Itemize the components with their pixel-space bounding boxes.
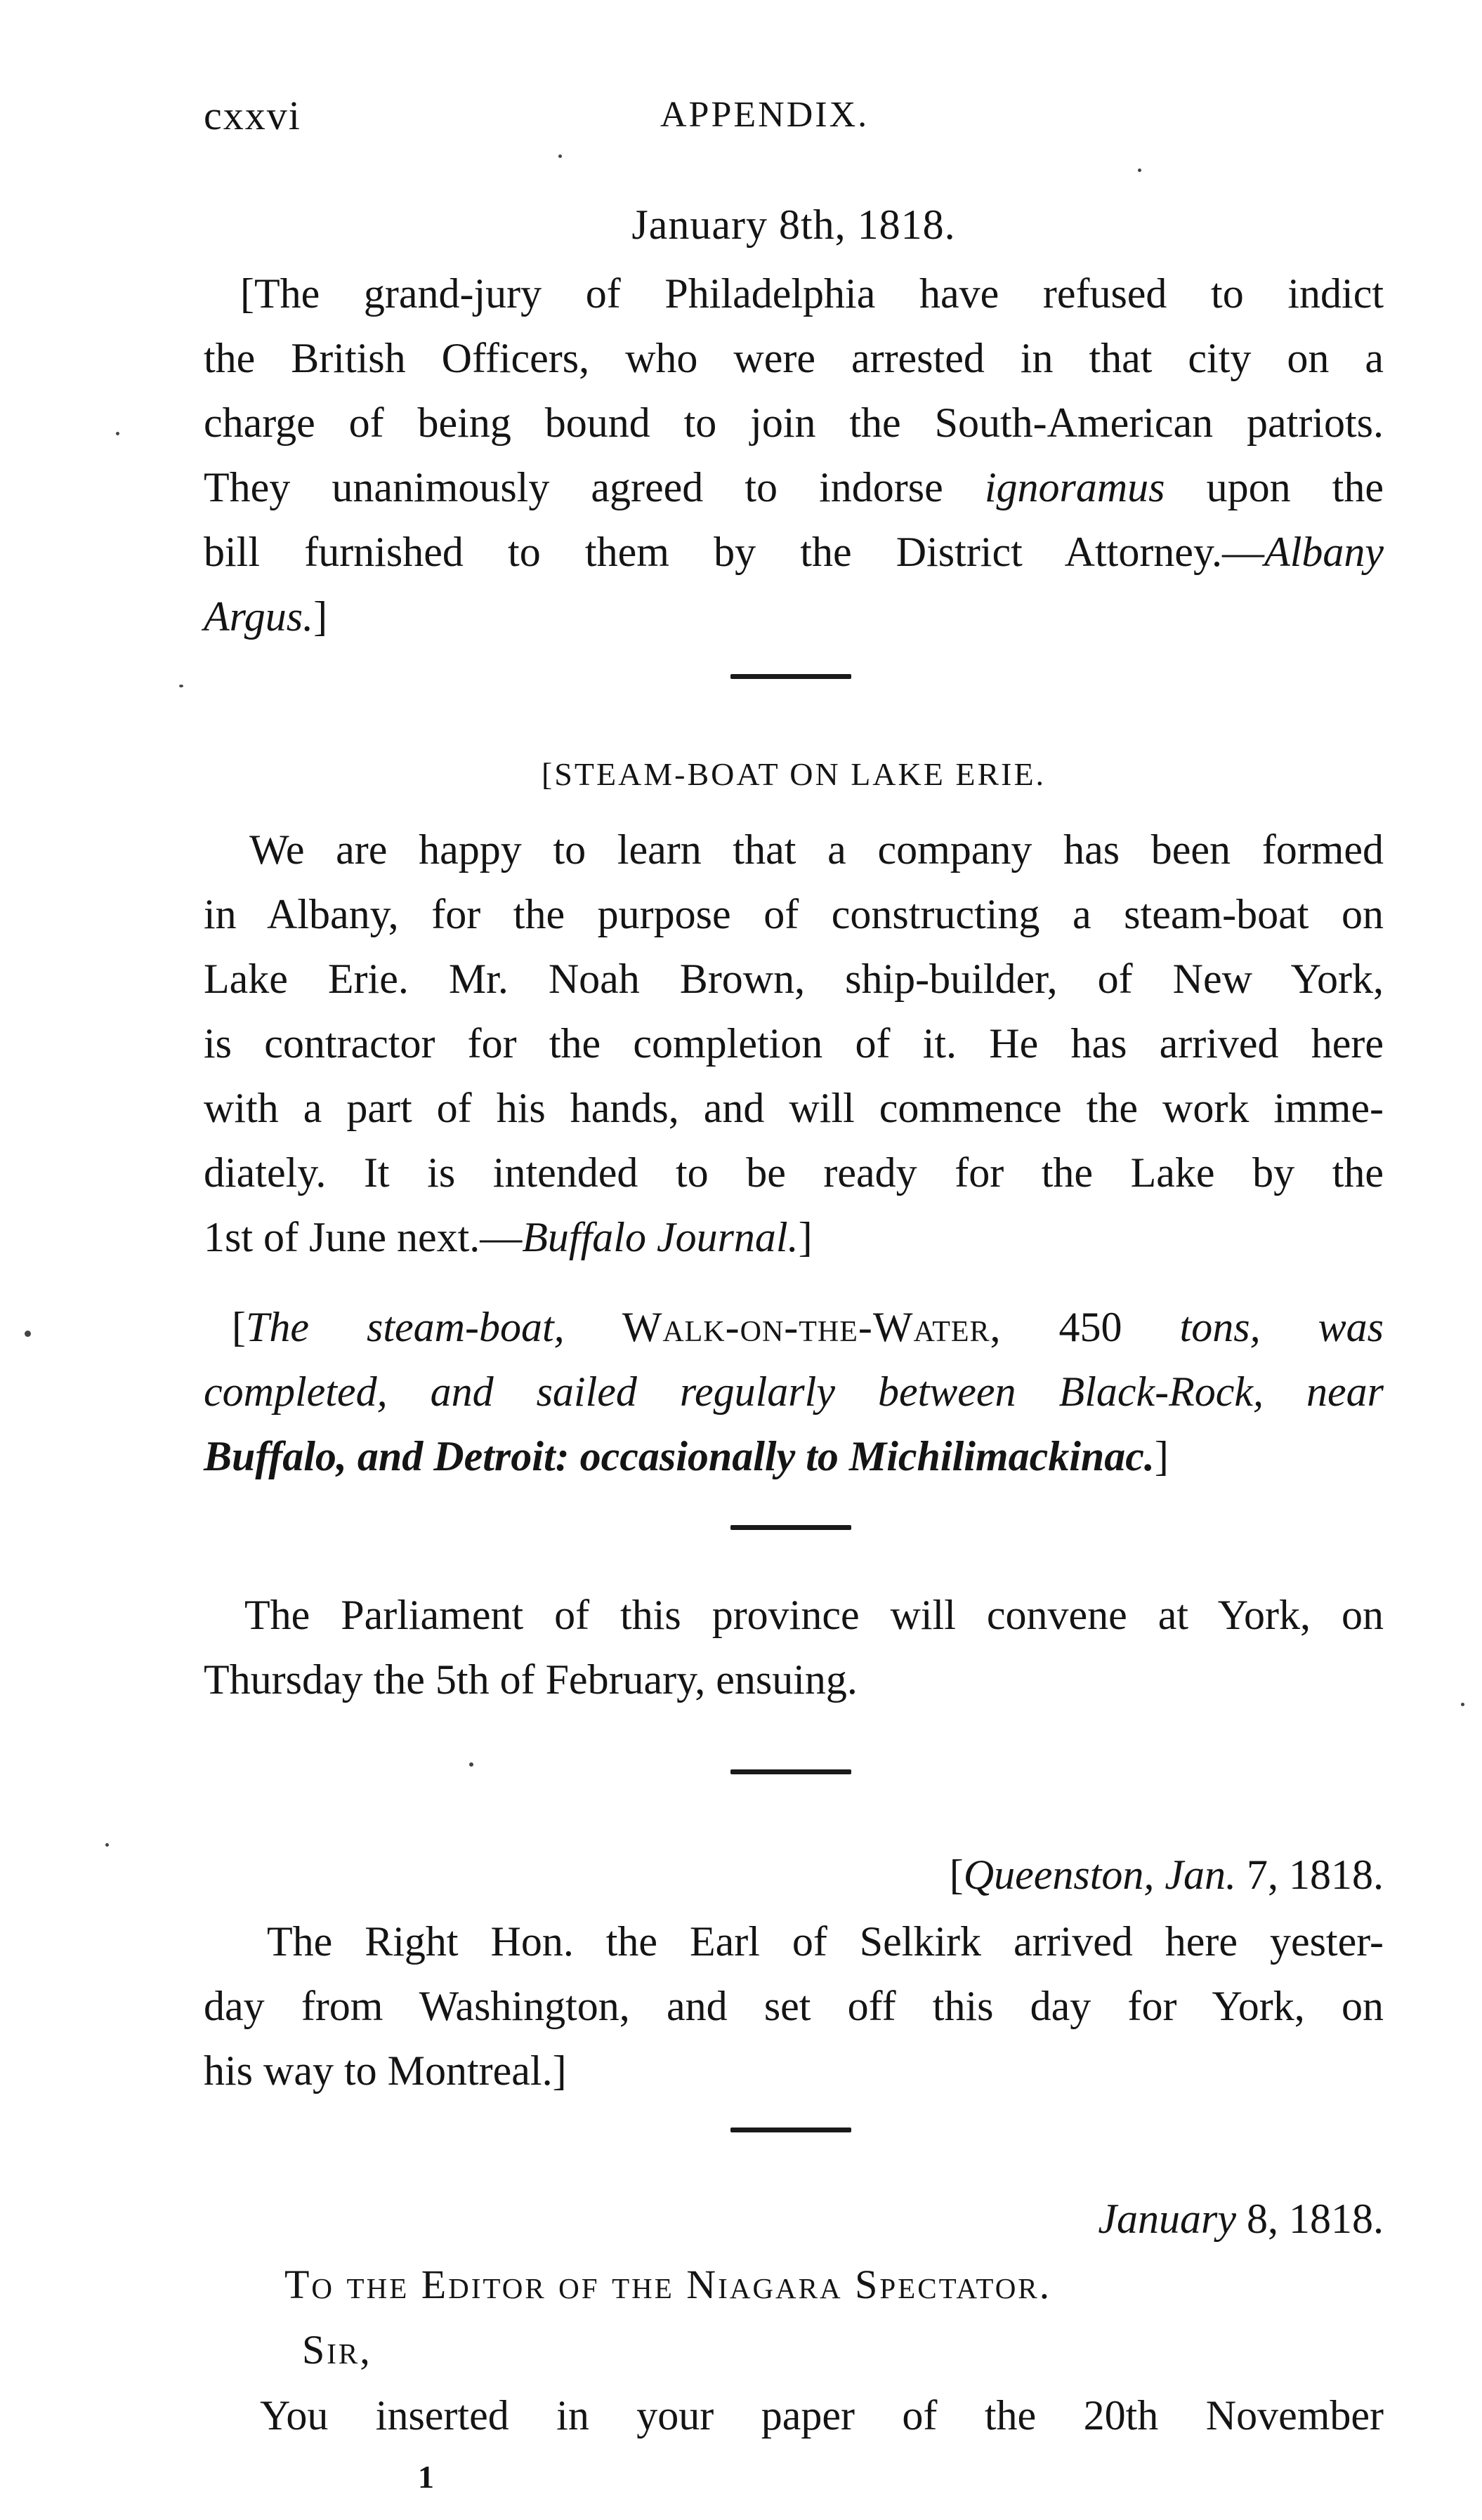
section-divider <box>730 674 851 679</box>
italic-run: Buffalo, and Detroit: occasionally to Michilimackinac. <box>204 1433 1155 1479</box>
paragraph-line: The Right Hon. the Earl of Selkirk arrived here yester- <box>267 1918 1384 1965</box>
italic-run: tons, was <box>1179 1304 1384 1350</box>
paragraph-line: in Albany, for the purpose of constructing a steam-boat on <box>204 891 1384 937</box>
paragraph-line: is contractor for the completion of it. He has arrived here <box>204 1020 1384 1067</box>
letter-date <box>204 2198 1384 2240</box>
date-heading-text: January 8th, 1818. <box>631 202 956 248</box>
section-divider <box>730 2128 851 2132</box>
text-run: ] <box>798 1214 813 1260</box>
paragraph-line: You inserted in your paper of the 20th November <box>260 2392 1384 2439</box>
signature-mark: 1 <box>418 2459 434 2495</box>
paragraph-line <box>204 595 327 638</box>
text-run: bill furnished to them by the District Attorney.— <box>204 529 1265 575</box>
text-run: 8, 1818. <box>1236 2196 1384 2242</box>
italic-run: Queenston, Jan. <box>963 1852 1236 1898</box>
paragraph-line: diately. It is intended to be ready for the Lake by the <box>204 1149 1384 1196</box>
paragraph-line: charge of being bound to join the South-American patriots. <box>204 400 1384 446</box>
letter-address: To the Editor of the Niagara Spectator. <box>284 2262 1052 2307</box>
section-divider <box>730 1525 851 1530</box>
ship-name: Walk-on-the-Water, <box>622 1304 1002 1350</box>
paragraph-line: [The grand-jury of Philadelphia have refused to indict <box>240 270 1384 317</box>
date-heading <box>204 204 1384 246</box>
text-run: They unanimously agreed to indorse <box>204 464 985 510</box>
note-line <box>232 1306 1384 1348</box>
scan-speck <box>558 154 562 158</box>
bracket: [ <box>949 1852 964 1898</box>
note-line <box>204 1368 1384 1415</box>
bracket: [ <box>232 1304 246 1350</box>
dateline <box>204 1854 1384 1896</box>
page-number: cxxvi <box>204 93 301 138</box>
paragraph-line: the British Officers, who were arrested in that city on a <box>204 335 1384 381</box>
paragraph-line: Lake Erie. Mr. Noah Brown, ship-builder, of New York, <box>204 956 1384 1002</box>
scan-speck <box>1461 1703 1464 1706</box>
text-run: upon the <box>1165 464 1384 510</box>
text-run: 1st of June next.— <box>204 1214 523 1260</box>
paragraph-line: We are happy to learn that a company has been formed <box>249 826 1384 873</box>
italic-run: January <box>1098 2196 1236 2242</box>
italic-run: The steam-boat, <box>245 1304 565 1350</box>
paragraph-line: day from Washington, and set off this day for York, on <box>204 1983 1384 2029</box>
scan-speck <box>1138 169 1141 172</box>
paragraph-line: with a part of his hands, and will commence the work imme- <box>204 1085 1384 1131</box>
paragraph-line <box>204 1216 813 1258</box>
note-line <box>204 1435 1169 1477</box>
paragraph-line: his way to Montreal.] <box>204 2047 567 2094</box>
italic-run: Argus. <box>204 593 314 640</box>
paragraph-line: The Parliament of this province will convene at York, on <box>244 1592 1384 1638</box>
letter-salutation: Sir, <box>302 2327 372 2373</box>
paragraph-line <box>204 466 1384 508</box>
scan-speck <box>469 1762 473 1767</box>
text-run: ] <box>313 593 328 640</box>
italic-run: Albany <box>1264 529 1384 575</box>
bracket: ] <box>1154 1433 1169 1479</box>
running-title: APPENDIX. <box>660 95 870 135</box>
text-run: 7, 1818. <box>1236 1852 1384 1898</box>
scan-speck <box>105 1843 109 1847</box>
paragraph-line <box>204 531 1384 573</box>
italic-run: ignoramus <box>984 464 1165 510</box>
scan-speck <box>179 685 183 687</box>
section-divider <box>730 1769 851 1774</box>
text-run: 450 <box>1001 1304 1180 1350</box>
italic-run: Buffalo Journal. <box>522 1214 799 1260</box>
scan-speck <box>116 432 119 435</box>
paragraph-line: Thursday the 5th of February, ensuing. <box>204 1656 858 1703</box>
italic-run: completed, and sailed regularly between Black-Rock, near <box>204 1368 1384 1415</box>
scan-speck <box>25 1331 31 1337</box>
steamboat-heading: [STEAM-BOAT ON LAKE ERIE. <box>541 756 1047 792</box>
